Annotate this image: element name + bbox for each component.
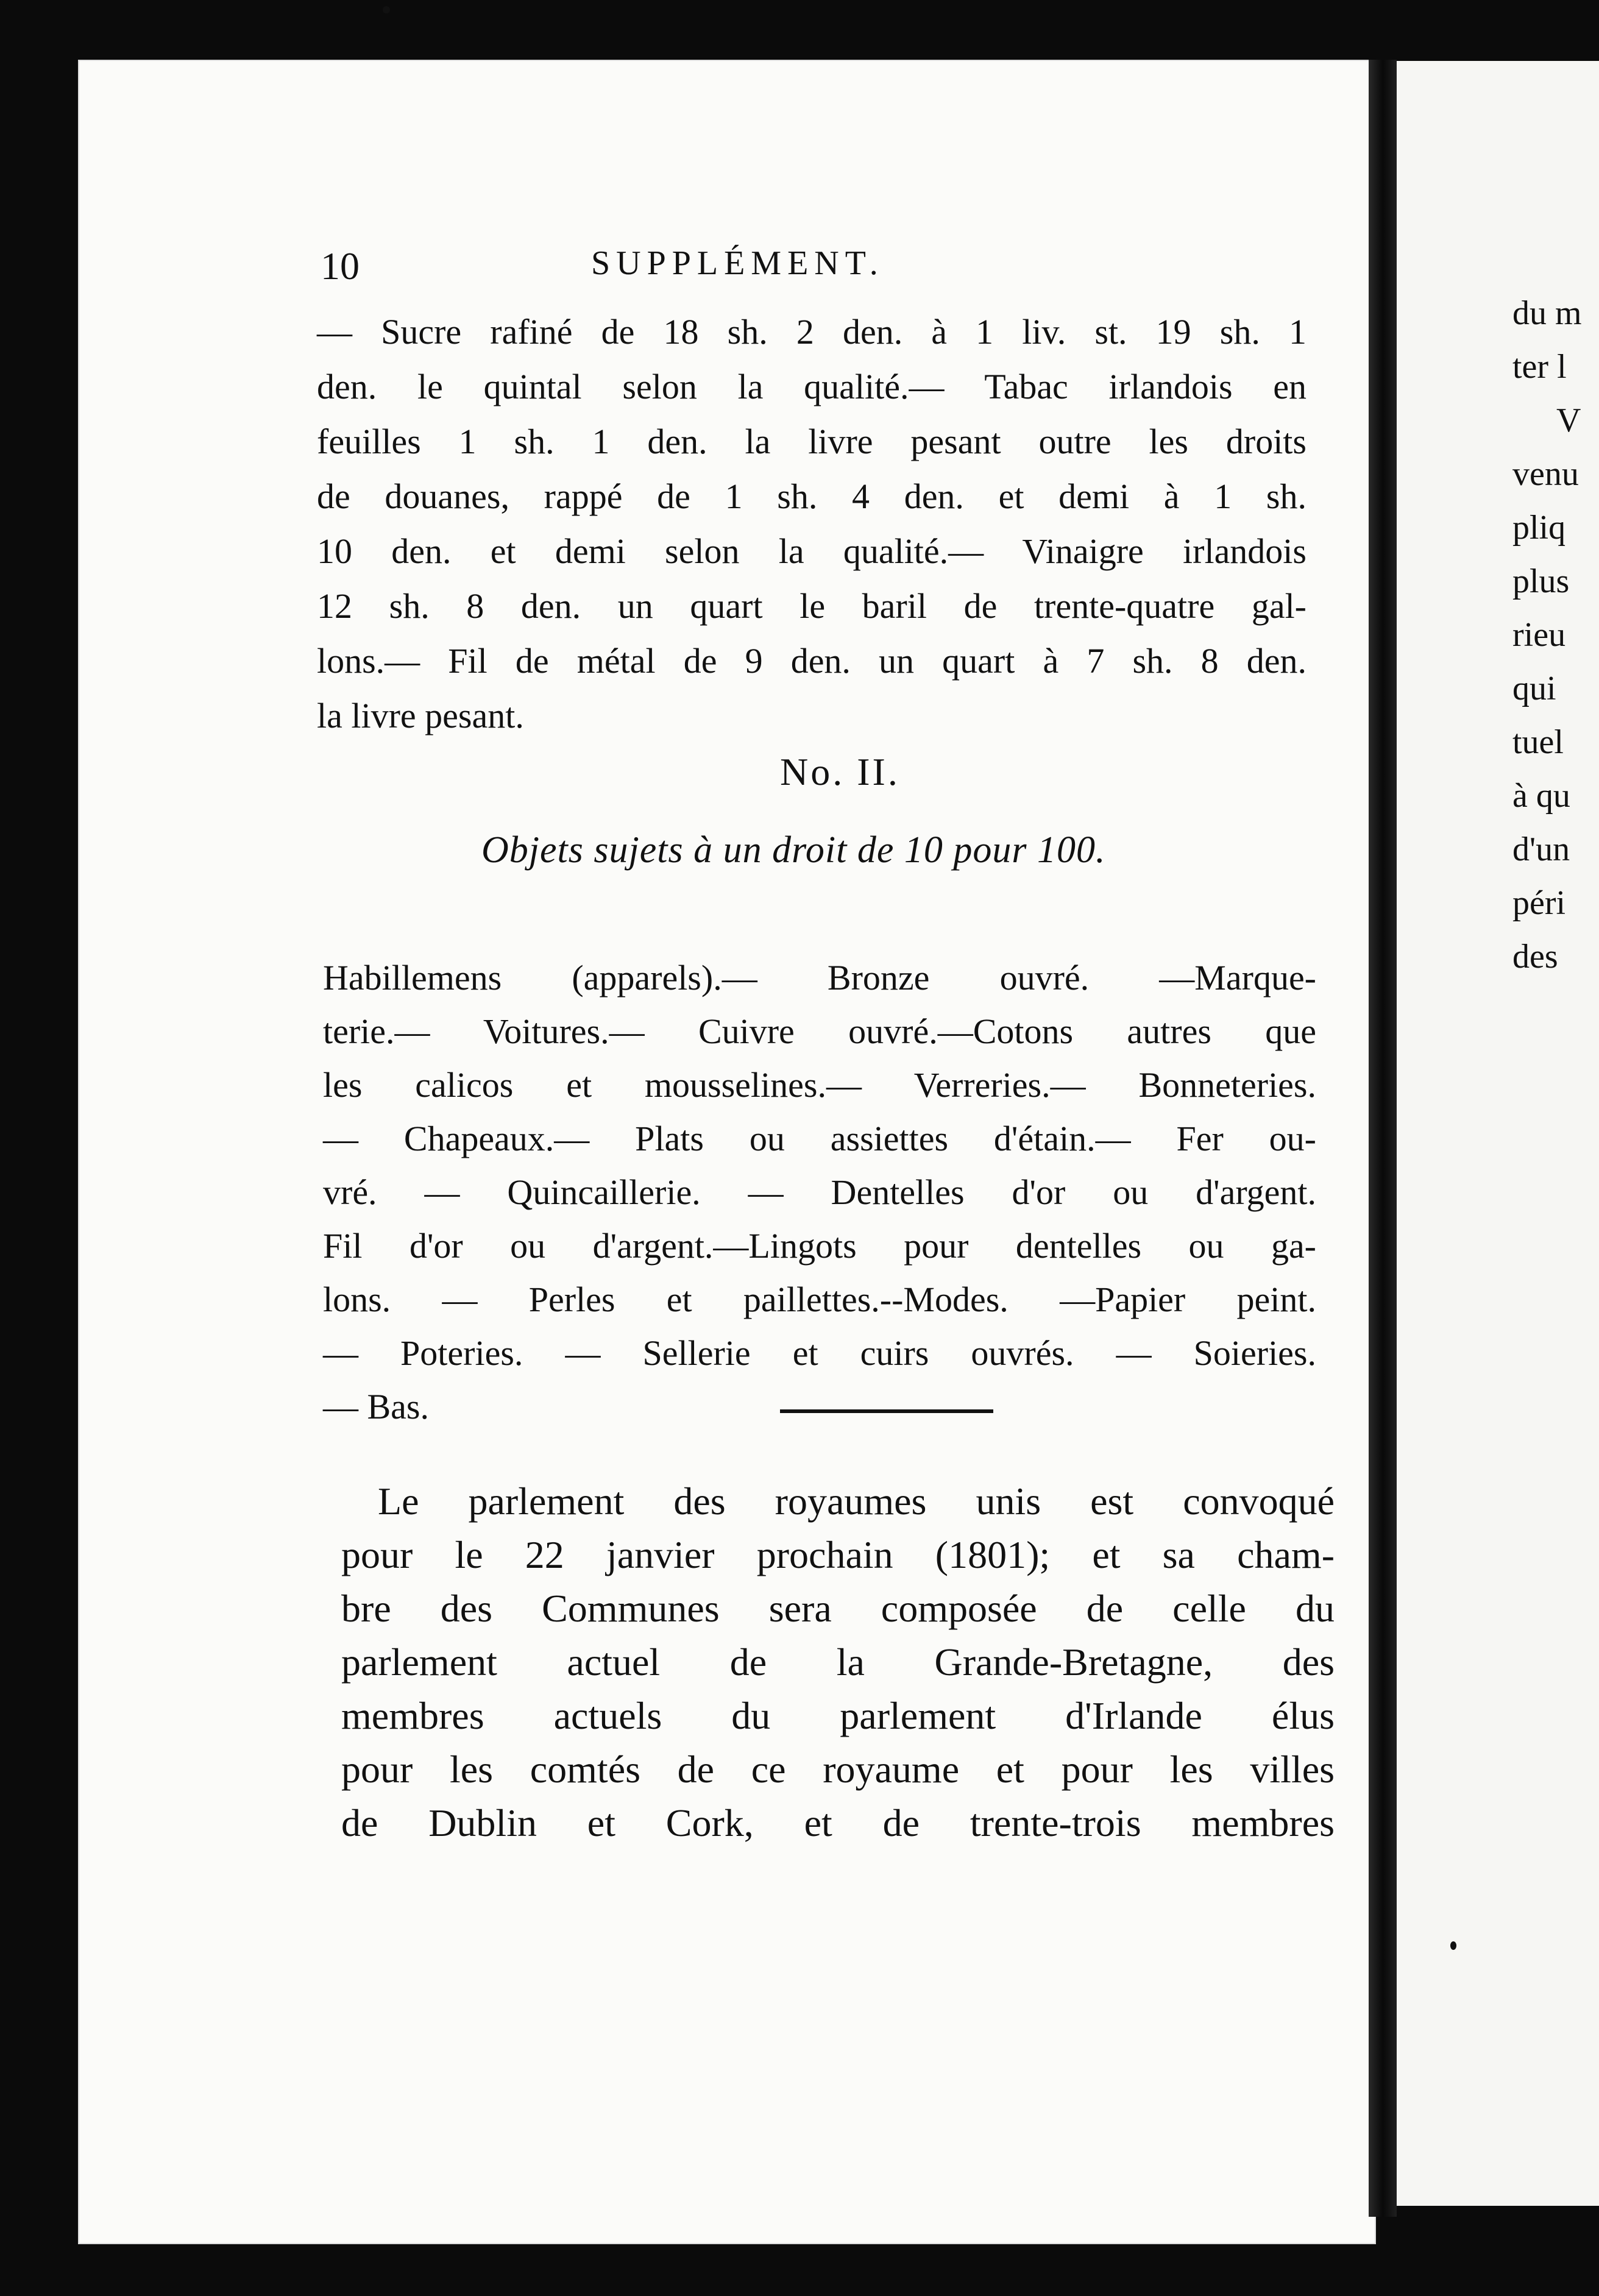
right-page-line: péri [1512, 884, 1566, 922]
text-line: pour les comtés de ce royaume et pour les villes [341, 1748, 1335, 1791]
text-line: — Bas. [323, 1387, 429, 1426]
text-line: vré. — Quincaillerie. — Dentelles d'or ou d'argent. [323, 1172, 1316, 1212]
text-line: pour le 22 janvier prochain (1801); et sa cham- [341, 1533, 1335, 1576]
right-page-line: V [1556, 402, 1581, 439]
text-line: — Sucre rafiné de 18 sh. 2 den. à 1 liv. st. 19 sh. 1 [317, 312, 1306, 352]
scan-speck [1450, 1941, 1456, 1950]
text-line: terie.— Voitures.— Cuivre ouvré.—Cotons autres que [323, 1012, 1316, 1051]
right-page-line: tuel [1512, 723, 1564, 761]
text-line: Habillemens (apparels).— Bronze ouvré. —Marque- [323, 958, 1316, 997]
section-number: No. II. [780, 750, 900, 793]
text-line: feuilles 1 sh. 1 den. la livre pesant outre les droits [317, 422, 1306, 461]
right-page-line: qui [1512, 670, 1556, 707]
right-page-line: à qu [1512, 777, 1570, 815]
text-line: les calicos et mousselines.— Verreries.— Bonneteries. [323, 1065, 1316, 1105]
right-page-line: venu [1512, 455, 1579, 493]
section-title: Objets sujets à un droit de 10 pour 100. [481, 829, 1106, 871]
text-line: membres actuels du parlement d'Irlande élus [341, 1694, 1335, 1737]
text-line: — Poteries. — Sellerie et cuirs ouvrés. — Soieries. [323, 1333, 1316, 1373]
text-line: den. le quintal selon la qualité.— Tabac irlandois en [317, 367, 1306, 406]
text-line: de douanes, rappé de 1 sh. 4 den. et demi à 1 sh. [317, 477, 1306, 516]
right-page-line: rieu [1512, 616, 1566, 654]
text-line: Fil d'or ou d'argent.—Lingots pour dentelles ou ga- [323, 1226, 1316, 1266]
text-line: la livre pesant. [317, 696, 524, 735]
right-page-line: des [1512, 938, 1558, 976]
right-page-line: plus [1512, 562, 1570, 600]
right-page-line: d'un [1512, 831, 1570, 868]
text-line: Le parlement des royaumes unis est convoqué [378, 1479, 1335, 1523]
running-head: SUPPLÉMENT. [591, 244, 884, 282]
section-divider-rule [780, 1409, 993, 1413]
text-line: lons. — Perles et paillettes.--Modes. —Papier peint. [323, 1280, 1316, 1319]
text-line: de Dublin et Cork, et de trente-trois membres [341, 1801, 1335, 1844]
text-line: parlement actuel de la Grande-Bretagne, des [341, 1640, 1335, 1684]
right-page [1397, 61, 1599, 2206]
book-gutter [1369, 60, 1397, 2217]
text-line: 12 sh. 8 den. un quart le baril de trente-quatre gal- [317, 586, 1306, 626]
right-page-line: ter l [1512, 348, 1567, 386]
text-line: — Chapeaux.— Plats ou assiettes d'étain.— Fer ou- [323, 1119, 1316, 1158]
text-line: 10 den. et demi selon la qualité.— Vinaigre irlandois [317, 531, 1306, 571]
right-page-line: pliq [1512, 509, 1566, 547]
text-line: lons.— Fil de métal de 9 den. un quart à 7 sh. 8 den. [317, 641, 1306, 681]
right-page-line: du m [1512, 294, 1582, 332]
page-number: 10 [321, 244, 360, 288]
scan-speck [383, 6, 390, 13]
page-header [0, 244, 1599, 292]
text-line: bre des Communes sera composée de celle du [341, 1587, 1335, 1630]
